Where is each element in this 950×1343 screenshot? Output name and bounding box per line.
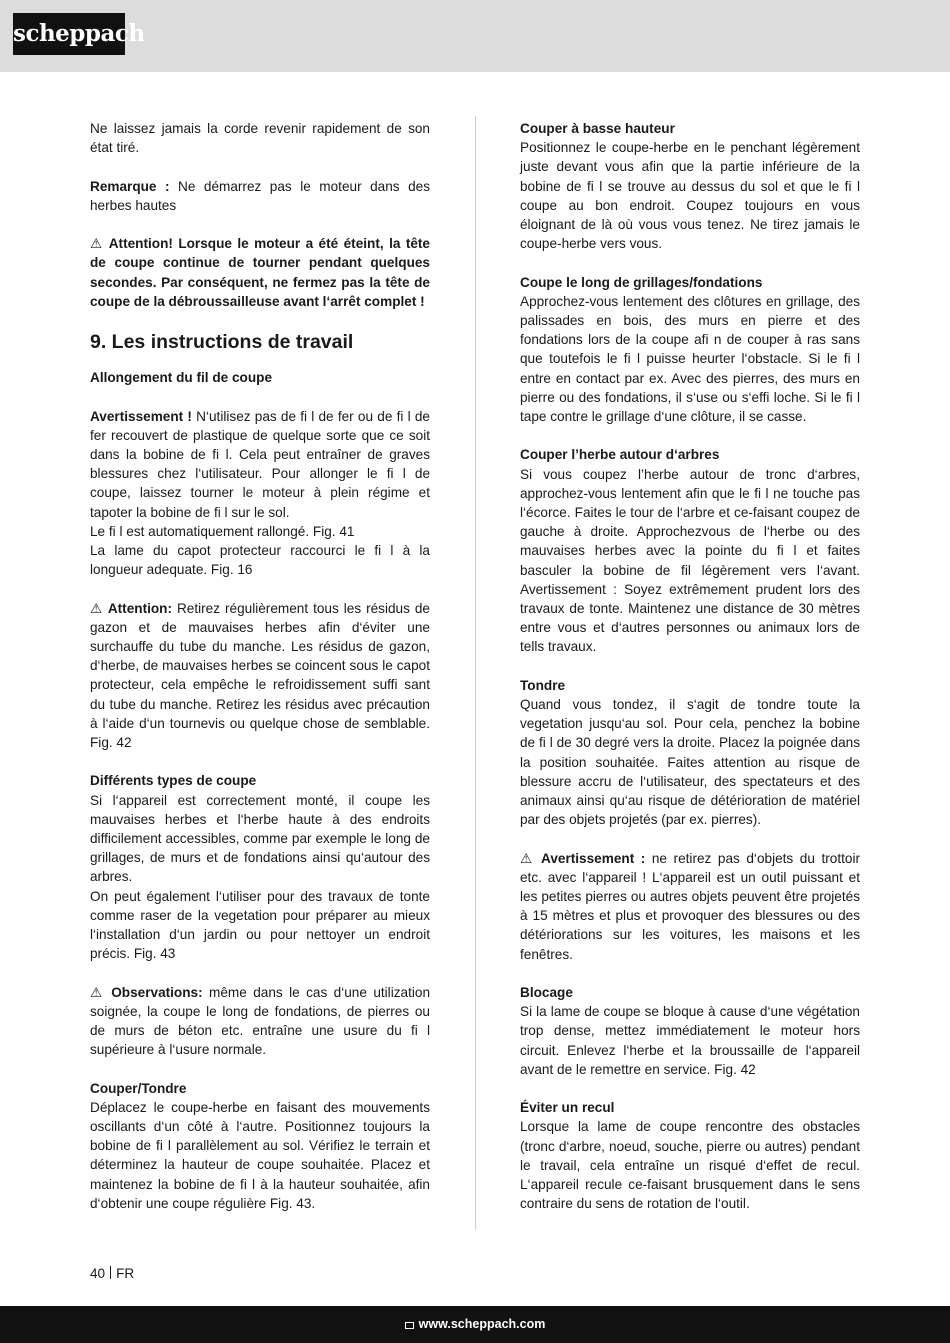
subheading: Couper à basse hauteur xyxy=(520,121,675,136)
paragraph: On peut également l‘utiliser pour des travaux de tonte comme raser de la vegetation pour préparer au mieux l‘installation d‘un jardin ou pour nettoyer un endroit précis. Fig. 43 xyxy=(90,888,430,962)
subheading: Différents types de coupe xyxy=(90,773,257,789)
paragraph: Le fi l est automatiquement rallongé. Fig. 41 xyxy=(90,523,355,539)
subheading: Allongement du fil de coupe xyxy=(90,370,273,386)
paragraph: Quand vous tondez, il s‘agit de tondre toute la vegetation jusqu‘au sol. Pour cela, penchez la bobine de fi l de 30 degré vers la droite. Placez la poignée dans la position souhaitée. Faites attention au risque de blessure accru de l‘utilisateur, des spectateurs et des animaux ainsi qu‘au risque de détérioration de matériel par des objets projetés (par ex. pierres). xyxy=(520,697,860,828)
paragraph: Lorsque la lame de coupe rencontre des obstacles (tronc d‘arbre, noeud, souche, pierre ou autres) pendant le travail, cela entraîne un risqué d‘effet de recul. L‘appareil recule ce-faisant brusquement dans le sens contraire du sens de rotation de l‘outil. xyxy=(520,1119,860,1212)
scheppach-logo: scheppach xyxy=(13,13,125,55)
remark-label: Remarque : xyxy=(90,178,170,194)
observations-paragraph xyxy=(90,983,430,1060)
paragraph: Approchez-vous lentement des clôtures en grillage, des palissades en bois, des murs en pierre et des fondations lors de la coupe afi n de couper à ras sans que toutefois le fi l puisse heurter l‘obstacle. Si le fi l entre en contact par ex. Avec des pierres, des murs en pierre ou des fondations, il s‘use ou s‘effi loche. Si le fi l tape contre le grillage d‘une clôture, il se casse. xyxy=(520,293,860,425)
page-footer xyxy=(0,1306,950,1343)
warning-text: ne retirez pas d‘objets du trottoir etc. avec l‘appareil ! L‘appareil est un outil puissant et les petites pierres ou autres objets peuvent être projetés à 15 mètres et plus et provoquer des blessures ou des détériorations sur les voitures, les maisons et les fenêtres. xyxy=(520,850,860,962)
right-column xyxy=(520,119,860,1213)
language-code: FR xyxy=(116,1266,135,1281)
paragraph: Déplacez le coupe-herbe en faisant des mouvements oscillants d‘un côté à l‘autre. Positionnez toujours la bobine de fi l parallèlement au sol. Vérifiez le terrain et déterminez la hauteur de coupe souhaitée. Placez et maintenez la bobine de fi l à la hauteur souhaitée, afin d‘obtenir une coupe régulière Fig. 43. xyxy=(90,1099,430,1211)
left-column xyxy=(90,119,430,1213)
paragraph: Positionnez le coupe-herbe en le penchant légèrement juste devant vous afin que la partie inférieure de la bobine de fi l se trouve au dessus du sol et que le fi l coupe au bon endroit. Coupez toujours en vous éloignant de là où vous vous tenez. Ne tirez jamais le coupe-herbe vers vous. xyxy=(520,140,860,252)
website-link[interactable]: www.scheppach.com xyxy=(418,1317,546,1331)
column-divider xyxy=(475,116,476,1230)
subheading: Éviter un recul xyxy=(520,1100,615,1116)
page-number-value: 40 xyxy=(90,1266,106,1281)
warning-text: N‘utilisez pas de fi l de fer ou de fi l de fer recouvert de plastique de quelque sorte que ce soit dans la bobine de fi l. Cela peut entraîner de graves blessures chez l‘utilisateur. Pour allonger le fi l de coupe, laissez tourner le moteur à plein régime et tapoter la bobine de fi l sur le sol. xyxy=(90,408,430,520)
subheading: Coupe le long de grillages/fondations xyxy=(520,274,763,290)
attention-paragraph xyxy=(90,599,430,753)
computer-icon xyxy=(405,1322,414,1329)
paragraph: Si vous coupez l’herbe autour de tronc d‘arbres, approchez-vous lentement afin que le fi l ne touche pas l‘écorce. Faites le tour de l‘arbre et ce-faisant coupez de gauche à droite. Approchezvous de l‘herbe ou des mauvaises herbes avec la pointe du fi l et faites basculer la bobine de fil légèrement vers l‘avant. Avertissement : Soyez extrêmement prudent lors des travaux de tonte. Maintenez une distance de 30 mètres entre vous et d‘autres personnes ou animaux lors de tells travaux. xyxy=(520,466,860,655)
attention-warning: ⚠ Attention! Lorsque le moteur a été éteint, la tête de coupe continue de tourner pendant quelques secondes. Par conséquent, ne fermez pas la tête de coupe de la débroussailleuse avant l‘arrêt complet ! xyxy=(90,236,430,309)
subheading: Couper l’herbe autour d‘arbres xyxy=(520,447,720,463)
attention-text: Retirez régulièrement tous les résidus de gazon et de mauvaises herbes afin d‘éviter une surchauffe du tube du manche. Les résidus de gazon, d‘herbe, de mauvaises herbes se coincent sous le capot protecteur, cela empêche le refroidissement suffi sant du tube du manche. Retirez les résidus avec précaution à l‘aide d‘un tournevis ou quelque chose de semblable. Fig. 42 xyxy=(90,600,430,751)
warning-paragraph xyxy=(90,407,430,522)
paragraph: Ne laissez jamais la corde revenir rapidement de son état tiré. xyxy=(90,121,430,156)
observations-text: même dans le cas d‘une utilization soignée, la coupe le long de fondations, de pierres ou de murs de béton etc. entraîne une usure du fi l supérieure à l‘usure normale. xyxy=(90,984,430,1058)
page-number xyxy=(90,1265,134,1283)
subheading: Tondre xyxy=(520,677,566,693)
observations-label: ⚠ Observations: xyxy=(90,984,203,1000)
remark-text: Ne démarrez pas le moteur dans des herbes hautes xyxy=(90,178,430,213)
subheading: Blocage xyxy=(520,985,573,1001)
warning-label: ⚠ Avertissement : xyxy=(520,850,646,866)
warning-paragraph xyxy=(520,849,860,964)
page-header xyxy=(0,0,950,72)
attention-label: ⚠ Attention: xyxy=(90,600,173,616)
section-title: 9. Les instructions de travail xyxy=(90,331,354,354)
paragraph: La lame du capot protecteur raccourci le fi l à la longueur adequate. Fig. 16 xyxy=(90,543,430,578)
subheading: Couper/Tondre xyxy=(90,1080,187,1096)
paragraph: Si l‘appareil est correctement monté, il coupe les mauvaises herbes et l‘herbe haute à des endroits difficilement accessibles, comme par exemple le long de grillages, de murs et de fondations ainsi qu‘autour des arbres. xyxy=(90,792,430,885)
warning-label: Avertissement ! xyxy=(90,408,192,424)
paragraph: Si la lame de coupe se bloque à cause d‘une végétation trop dense, mettez immédiatement le moteur hors circuit. Enlevez l‘herbe et la broussaille de l‘appareil avant de le remettre en service. Fig. 42 xyxy=(520,1004,860,1077)
page-number-separator xyxy=(110,1266,111,1279)
remark-paragraph xyxy=(90,177,430,215)
